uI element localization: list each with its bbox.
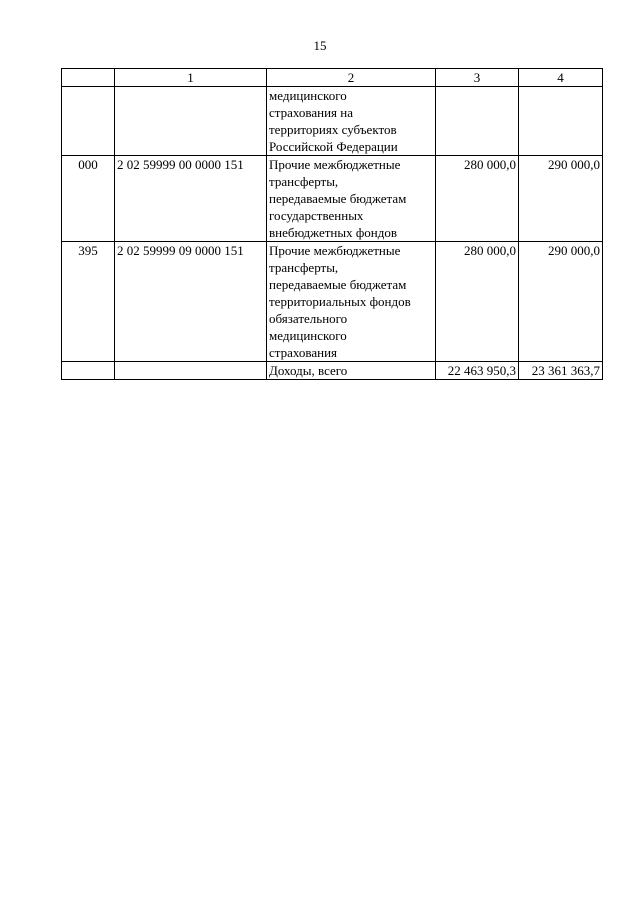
description-cell	[267, 156, 436, 242]
table-row	[62, 156, 603, 242]
header-cell-value-3: 3	[436, 69, 519, 87]
page-number: 15	[313, 38, 327, 53]
budget-table	[61, 68, 603, 380]
description-line: территориальных фондов	[269, 294, 411, 309]
description-line: медицинского	[269, 88, 347, 103]
header-cell-admin	[62, 69, 115, 87]
description-cell	[267, 87, 436, 156]
description-line: страхования на	[269, 105, 353, 120]
header-cell-code: 1	[115, 69, 267, 87]
description-cell	[267, 242, 436, 362]
description-line: внебюджетных фондов	[269, 225, 397, 240]
total-amount-cell-4: 23 361 363,7	[519, 362, 603, 380]
budget-code-cell: 2 02 59999 00 0000 151	[115, 156, 267, 242]
description-line: государственных	[269, 208, 364, 223]
budget-code-cell	[115, 362, 267, 380]
admin-code-cell	[62, 87, 115, 156]
amount-cell-4	[519, 87, 603, 156]
description-line: Прочие межбюджетные	[269, 157, 401, 172]
table-row	[62, 242, 603, 362]
amount-cell-3: 280 000,0	[436, 242, 519, 362]
amount-cell-3	[436, 87, 519, 156]
total-amount-cell-3: 22 463 950,3	[436, 362, 519, 380]
header-cell-value-4: 4	[519, 69, 603, 87]
budget-code-cell: 2 02 59999 09 0000 151	[115, 242, 267, 362]
admin-code-cell: 395	[62, 242, 115, 362]
admin-code-cell: 000	[62, 156, 115, 242]
description-line: передаваемые бюджетам	[269, 191, 407, 206]
amount-cell-4: 290 000,0	[519, 156, 603, 242]
description-line: трансферты,	[269, 174, 339, 189]
amount-cell-3: 280 000,0	[436, 156, 519, 242]
total-label: Доходы, всего	[269, 363, 348, 378]
table-row	[62, 87, 603, 156]
description-line: медицинского	[269, 328, 347, 343]
budget-code-cell	[115, 87, 267, 156]
header-cell-description: 2	[267, 69, 436, 87]
description-line: обязательного	[269, 311, 348, 326]
description-line: трансферты,	[269, 260, 339, 275]
amount-cell-4: 290 000,0	[519, 242, 603, 362]
table-total-row	[62, 362, 603, 380]
admin-code-cell	[62, 362, 115, 380]
description-cell	[267, 362, 436, 380]
description-line: передаваемые бюджетам	[269, 277, 407, 292]
table-header-row	[62, 69, 603, 87]
description-line: страхования	[269, 345, 338, 360]
description-line: территориях субъектов	[269, 122, 397, 137]
description-line: Прочие межбюджетные	[269, 243, 401, 258]
description-line: Российской Федерации	[269, 139, 398, 154]
